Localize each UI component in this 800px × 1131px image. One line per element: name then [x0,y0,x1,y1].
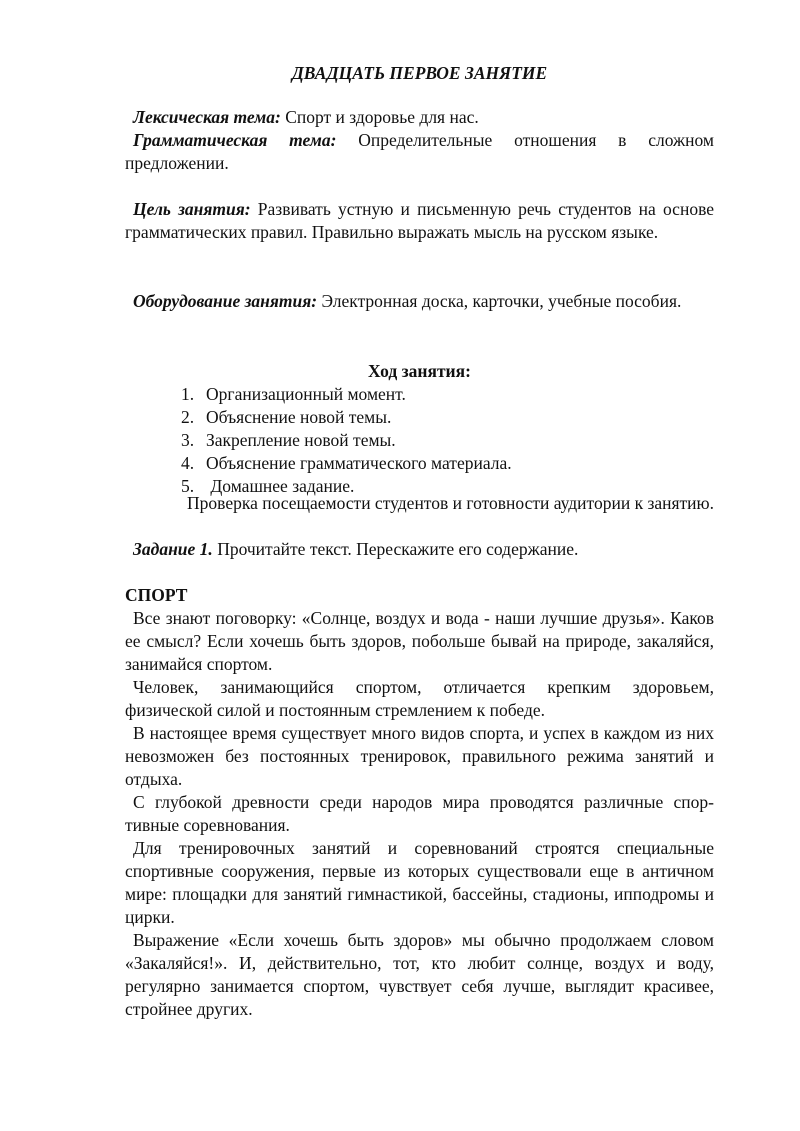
step-text: Закрепление новой темы. [206,430,396,450]
step-number: 5. [181,476,195,496]
list-item [125,452,714,475]
list-item [125,383,714,406]
lesson-progress [125,360,714,498]
story-paragraph: Для тренировочных занятий и соревнований строятся специальные спортивные сооружения, первые из которых существовали еще в античном мире: площадки для занятий гимнастикой, бассейны, стадионы, ипподромы и цирки. [125,838,714,927]
grammar-topic [125,129,714,175]
lesson-equipment-label: Оборудование занятия: [133,291,318,311]
step-number: 4. [181,453,195,473]
story-paragraph: Все знают поговорку: «Солнце, воздух и вода - наши лучшие друзья». Каков ее смысл? Если хочешь быть здоров, побольше бывай на природе, закаляйся, занимайся спортом. [125,608,714,674]
lesson-goal-label: Цель занятия: [133,199,251,219]
lesson-title: ДВАДЦАТЬ ПЕРВОЕ ЗАНЯТИЕ [291,63,548,83]
attendance-text: Проверка посещаемости студентов и готовности аудитории к занятию. [187,493,714,513]
step-text: Домашнее задание. [206,476,355,496]
list-item [125,429,714,452]
story-paragraph: С глубокой древности среди народов мира проводятся различные спор-тивные соревнования. [125,792,714,835]
grammar-topic-label: Грамматическая тема: [133,130,337,150]
step-number: 1. [181,384,195,404]
task-1-text: Прочитайте текст. Перескажите его содержание. [212,539,579,559]
lesson-goal-text: Развивать устную и письменную речь студентов на основе грамматических правил. Правильно выражать мысль на русском языке. [125,199,714,242]
story-title: СПОРТ [125,585,188,605]
story-paragraph: В настоящее время существует много видов спорта, и успех в каждом из них невозможен без постоянных тренировок, правильного режима занятий и отдыха. [125,723,714,789]
task-1 [125,538,714,561]
lesson-equipment-text: Электронная доска, карточки, учебные пособия. [317,291,682,311]
list-item [125,406,714,429]
story-paragraph: Выражение «Если хочешь быть здоров» мы обычно продолжаем словом «Закаляйся!». И, действительно, тот, кто любит солнце, воздух и воду, регулярно занимается спортом, чувствует себя лучше, выглядит красивее, стройнее других. [125,930,714,1019]
grammar-topic-text: Определительные отношения в сложном предложении. [125,130,714,173]
lexical-topic [125,106,714,129]
progress-heading: Ход занятия: [368,361,471,381]
step-number: 3. [181,430,195,450]
task-1-label: Задание 1. [133,539,213,559]
attendance-note [100,492,714,515]
lesson-goal [125,198,714,244]
story-paragraph: Человек, занимающийся спортом, отличается крепким здоровьем, физической силой и постоянным стремлением к победе. [125,677,714,720]
step-text: Объяснение грамматического материала. [206,453,512,473]
lexical-topic-text: Спорт и здоровье для нас. [280,107,479,127]
step-text: Организационный момент. [206,384,406,404]
step-number: 2. [181,407,195,427]
step-text: Объяснение новой темы. [206,407,392,427]
lexical-topic-label: Лексическая тема: [133,107,281,127]
steps-list [125,383,714,498]
story [125,584,714,1021]
lesson-equipment [125,290,714,313]
